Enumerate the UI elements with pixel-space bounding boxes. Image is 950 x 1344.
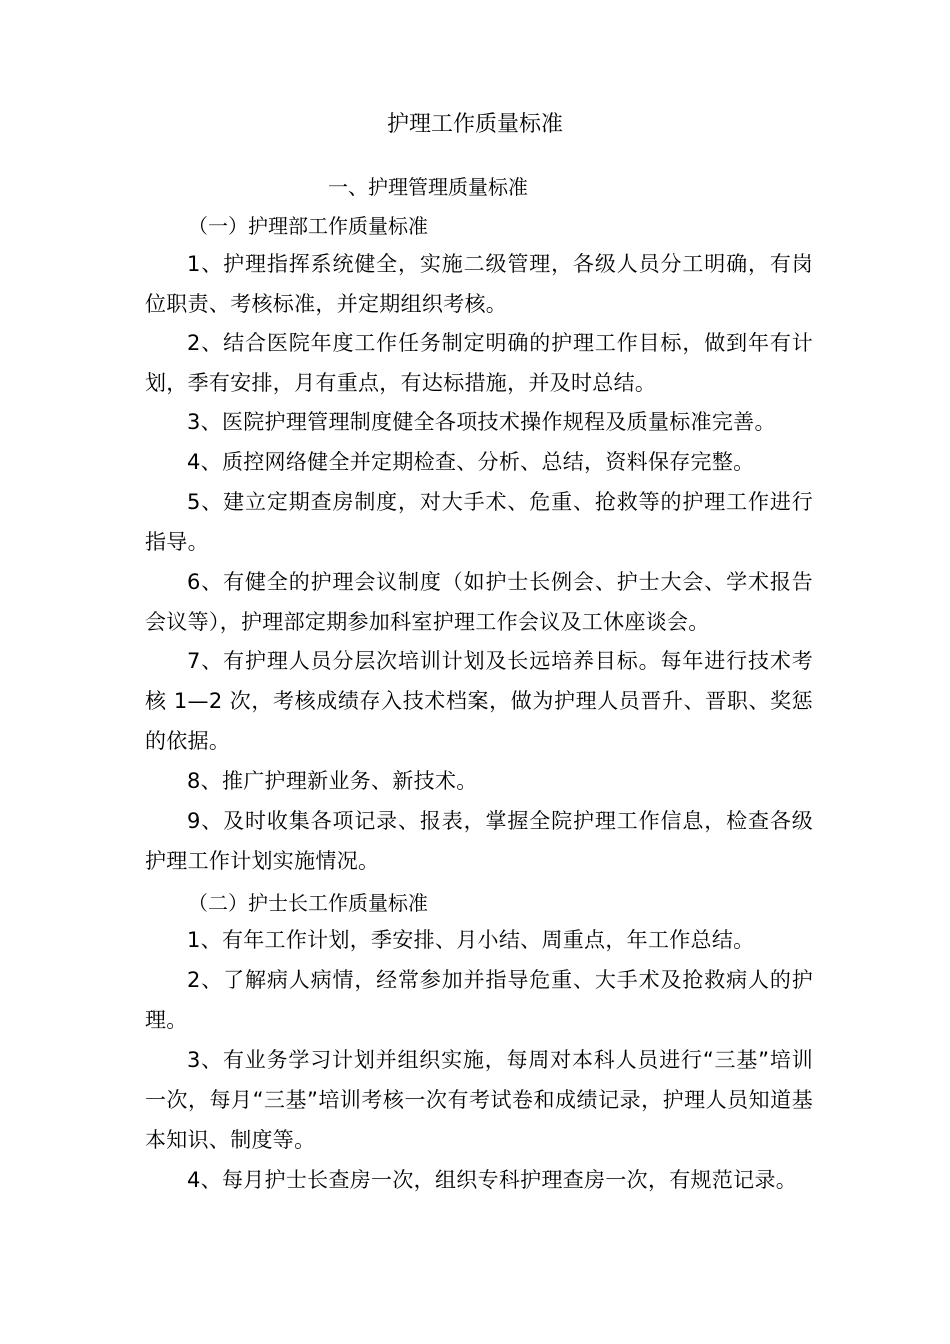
paragraph-item: 6、有健全的护理会议制度（如护士长例会、护士大会、学术报告会议等），护理部定期参加科室护理工作会议及工休座谈会。 (145, 570, 813, 634)
paragraph-item: 9、及时收集各项记录、报表，掌握全院护理工作信息，检查各级护理工作计划实施情况。 (145, 809, 813, 873)
paragraph-item: 7、有护理人员分层次培训计划及长远培养目标。每年进行技术考核 1—2 次，考核成绩存入技术档案，做为护理人员晋升、晋职、奖惩的依据。 (145, 649, 813, 753)
document-title: 护理工作质量标准 (386, 112, 563, 137)
paragraph-item: 3、医院护理管理制度健全各项技术操作规程及质量标准完善。 (187, 410, 776, 434)
section-heading-management: 一、护理管理质量标准 (328, 175, 528, 199)
paragraph-item: 4、质控网络健全并定期检查、分析、总结，资料保存完整。 (187, 450, 755, 474)
subsection-heading-head-nurse: （二）护士长工作质量标准 (188, 891, 428, 915)
paragraph-item: 5、建立定期查房制度，对大手术、危重、抢救等的护理工作进行指导。 (145, 490, 813, 554)
paragraph-item: 8、推广护理新业务、新技术。 (187, 769, 478, 793)
subsection-heading-nursing-dept: （一）护理部工作质量标准 (188, 214, 428, 238)
paragraph-item: 3、有业务学习计划并组织实施，每周对本科人员进行“三基”培训一次，每月“三基”培训考核一次有考试卷和成绩记录，护理人员知道基本知识、制度等。 (145, 1048, 813, 1152)
paragraph-item: 1、有年工作计划，季安排、月小结、周重点，年工作总结。 (187, 928, 755, 952)
paragraph-item: 4、每月护士长查房一次，组织专科护理查房一次，有规范记录。 (187, 1168, 798, 1192)
paragraph-item: 2、结合医院年度工作任务制定明确的护理工作目标，做到年有计划，季有安排，月有重点，有达标措施，并及时总结。 (145, 331, 813, 395)
paragraph-item: 1、护理指挥系统健全，实施二级管理，各级人员分工明确，有岗位职责、考核标准，并定期组织考核。 (145, 252, 813, 316)
paragraph-item: 2、了解病人病情，经常参加并指导危重、大手术及抢救病人的护理。 (145, 968, 813, 1032)
